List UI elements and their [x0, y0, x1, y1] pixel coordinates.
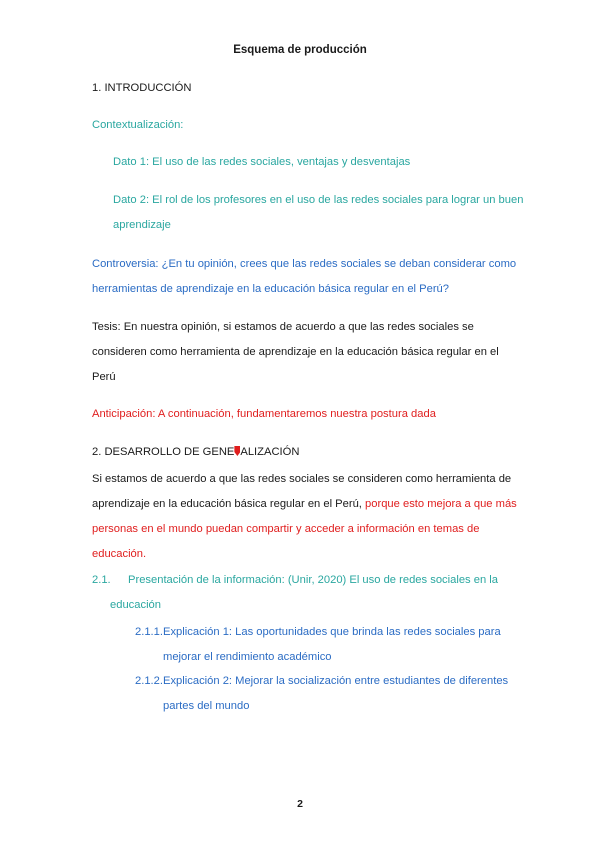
item-2-1-2-line-2: partes del mundo — [163, 700, 250, 712]
page-number: 2 — [297, 798, 303, 810]
tesis-line-1: Tesis: En nuestra opinión, si estamos de acuerdo a que las redes sociales se — [92, 321, 474, 333]
controversia-line-1: Controversia: ¿En tu opinión, crees que las redes sociales se deban considerar como — [92, 258, 517, 270]
s2-paragraph-line-2-red: porque esto mejora a que más — [361, 498, 517, 510]
s2-paragraph-line-2 — [92, 497, 517, 511]
controversia-line-2: herramientas de aprendizaje en la educación básica regular en el Perú? — [92, 283, 449, 295]
item-2-1-line-2: educación — [110, 599, 162, 611]
s2-paragraph-line-2-dark: aprendizaje en la educación básica regular en el Perú, — [92, 498, 362, 510]
s2-paragraph-line-1: Si estamos de acuerdo a que las redes sociales se consideren como herramienta de — [92, 473, 512, 485]
section-2-heading-part-b: ALIZACIÓN — [240, 446, 300, 458]
anticipacion: Anticipación: A continuación, fundamentaremos nuestra postura dada — [92, 408, 436, 420]
dato-2-line-1: Dato 2: El rol de los profesores en el uso de las redes sociales para lograr un buen — [113, 194, 524, 206]
item-2-1-1-number: 2.1.1. — [135, 626, 163, 638]
item-2-1-1-line-2: mejorar el rendimiento académico — [163, 651, 332, 663]
contextualizacion-label: Contextualización: — [92, 119, 184, 131]
item-2-1-number: 2.1. — [92, 574, 111, 586]
item-2-1-2-number: 2.1.2. — [135, 675, 163, 687]
item-2-1-line-1: Presentación de la información: (Unir, 2020) El uso de redes sociales en la — [128, 574, 499, 586]
dato-1: Dato 1: El uso de las redes sociales, ventajas y desventajas — [113, 156, 411, 168]
tesis-line-3: Perú — [92, 371, 116, 383]
dato-2-line-2: aprendizaje — [113, 219, 171, 231]
tesis-line-2: consideren como herramienta de aprendizaje en la educación básica regular en el — [92, 346, 499, 358]
document-title: Esquema de producción — [233, 44, 367, 56]
s2-paragraph-line-3: personas en el mundo puedan compartir y acceder a información en temas de — [92, 523, 480, 535]
item-2-1-2-line-1: Explicación 2: Mejorar la socialización entre estudiantes de diferentes — [163, 675, 509, 687]
section-1-heading: 1. INTRODUCCIÓN — [92, 82, 192, 94]
s2-paragraph-line-4: educación. — [92, 548, 147, 560]
section-2-heading — [92, 445, 299, 459]
item-2-1-1-line-1: Explicación 1: Las oportunidades que brinda las redes sociales para — [163, 626, 501, 638]
section-2-heading-part-a: 2. DESARROLLO DE GENE — [92, 446, 235, 458]
